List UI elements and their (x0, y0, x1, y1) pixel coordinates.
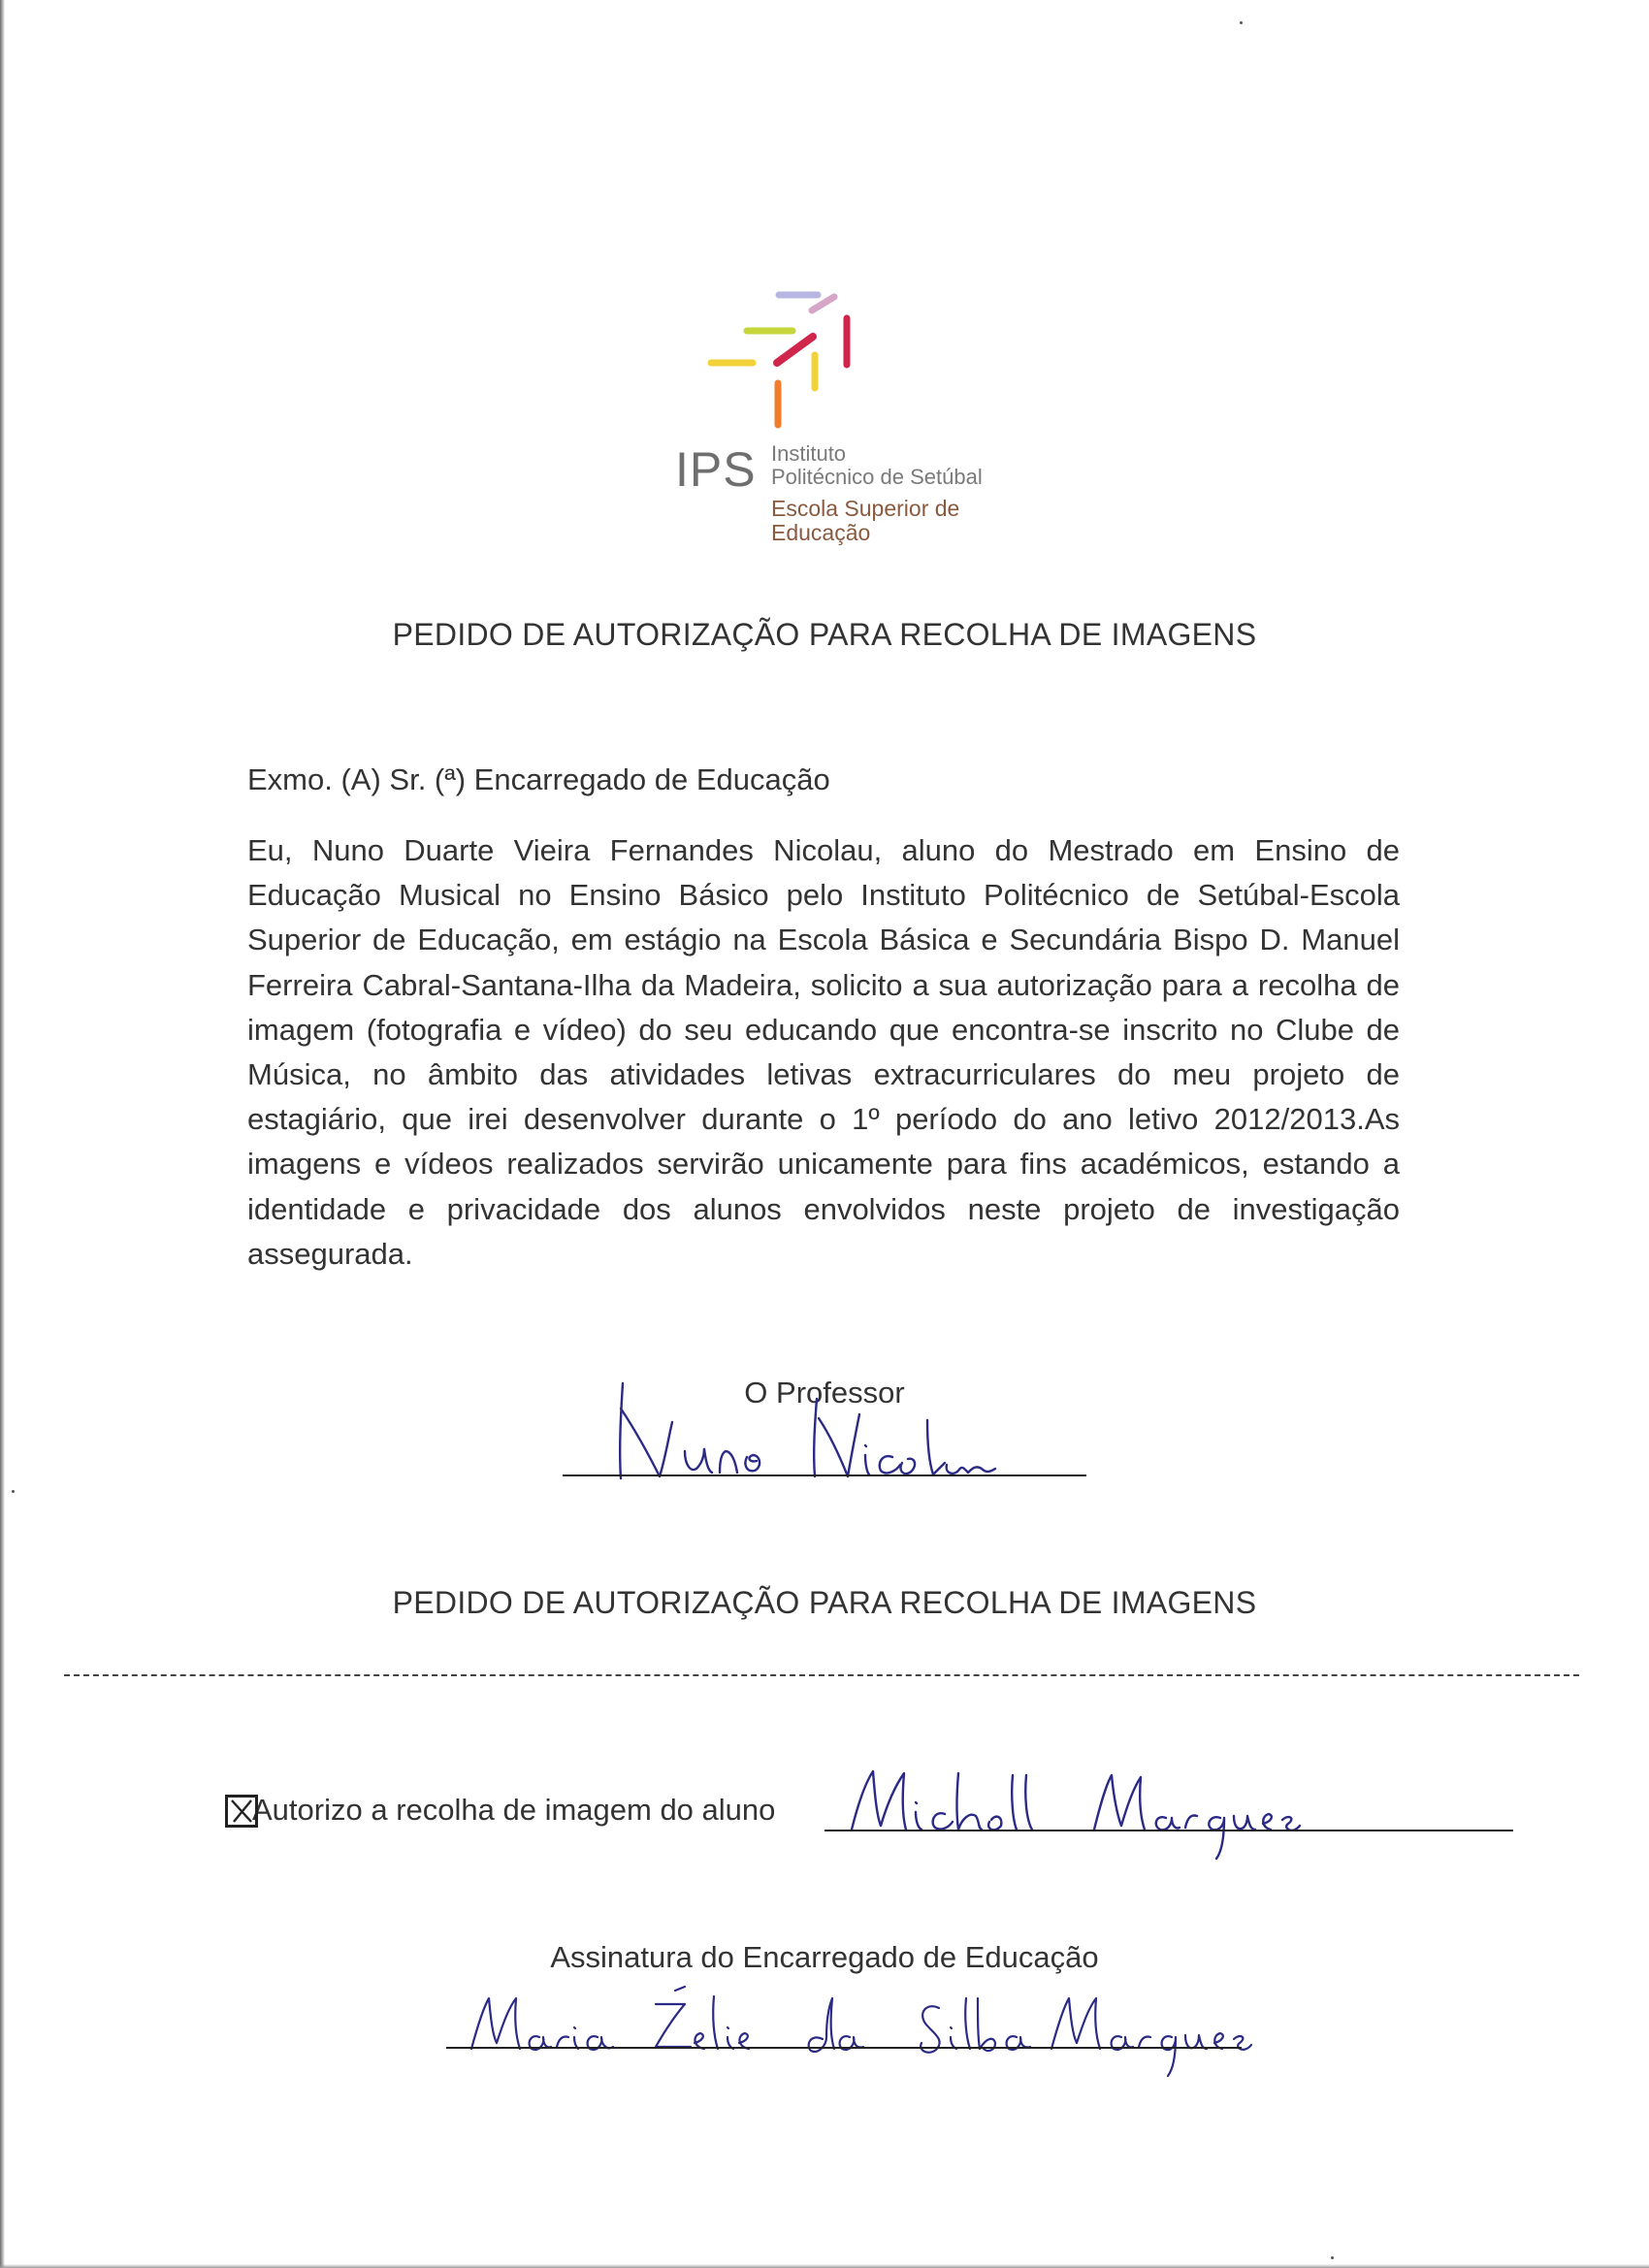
guardian-signature-label: Assinatura do Encarregado de Educação (550, 1940, 1099, 1974)
student-name-handwritten (844, 1758, 1368, 1864)
scan-speck (1240, 21, 1243, 24)
scan-speck (12, 1490, 15, 1493)
logo-institute-name (771, 442, 983, 489)
student-name-line[interactable] (824, 1830, 1513, 1831)
logo-abbreviation: IPS (675, 442, 757, 497)
professor-signature-line (563, 1474, 1086, 1476)
salutation: Exmo. (A) Sr. (ª) Encarregado de Educação (247, 762, 830, 796)
guardian-signature-line[interactable] (446, 2047, 1242, 2049)
tear-off-title: PEDIDO DE AUTORIZAÇÃO PARA RECOLHA DE IMAGENS (392, 1585, 1257, 1620)
authorize-checkbox[interactable] (225, 1795, 258, 1828)
scan-bottom-edge (0, 2264, 1649, 2268)
authorize-label: Autorizo a recolha de imagem do aluno (252, 1793, 776, 1827)
ips-logo-mark (694, 281, 868, 437)
logo-school-name (771, 497, 959, 545)
logo-institute-line1: Instituto (771, 441, 847, 466)
logo-bar-crimson-diagonal (777, 337, 813, 363)
checkbox-x-mark-icon (228, 1798, 255, 1825)
guardian-signature (466, 1979, 1261, 2086)
document-title: PEDIDO DE AUTORIZAÇÃO PARA RECOLHA DE IMAGENS (392, 617, 1257, 652)
professor-signature (611, 1376, 1038, 1487)
scan-left-edge (0, 0, 5, 2268)
professor-label: O Professor (744, 1376, 905, 1409)
letter-body: Eu, Nuno Duarte Vieira Fernandes Nicolau, aluno do Mestrado em Ensino de Educação Musical no Ensino Básico pelo Instituto Politécnico de Setúbal-Escola Superior de Educação, em estágio na Escola Básica e Secundária Bispo D. Manuel Ferreira Cabral-Santana-Ilha da Madeira, solicito a sua autorização para a recolha de imagem (fotografia e vídeo) do seu educando que encontra-se inscrito no Clube de Música, no âmbito das atividades letivas extracurriculares do meu projeto de estagiário, que irei desenvolver durante o 1º período do ano letivo 2012/2013.As imagens e vídeos realizados servirão unicamente para fins académicos, estando a identidade e privacidade dos alunos envolvidos neste projeto de investigação assegurada. (247, 833, 1400, 1271)
cut-dashed-line (64, 1674, 1579, 1676)
logo-bar-pink (812, 297, 834, 310)
scan-speck (1331, 2256, 1334, 2259)
logo-school-line2: Educação (771, 520, 871, 545)
logo-institute-line2: Politécnico de Setúbal (771, 465, 983, 489)
logo-school-line1: Escola Superior de (771, 496, 960, 521)
